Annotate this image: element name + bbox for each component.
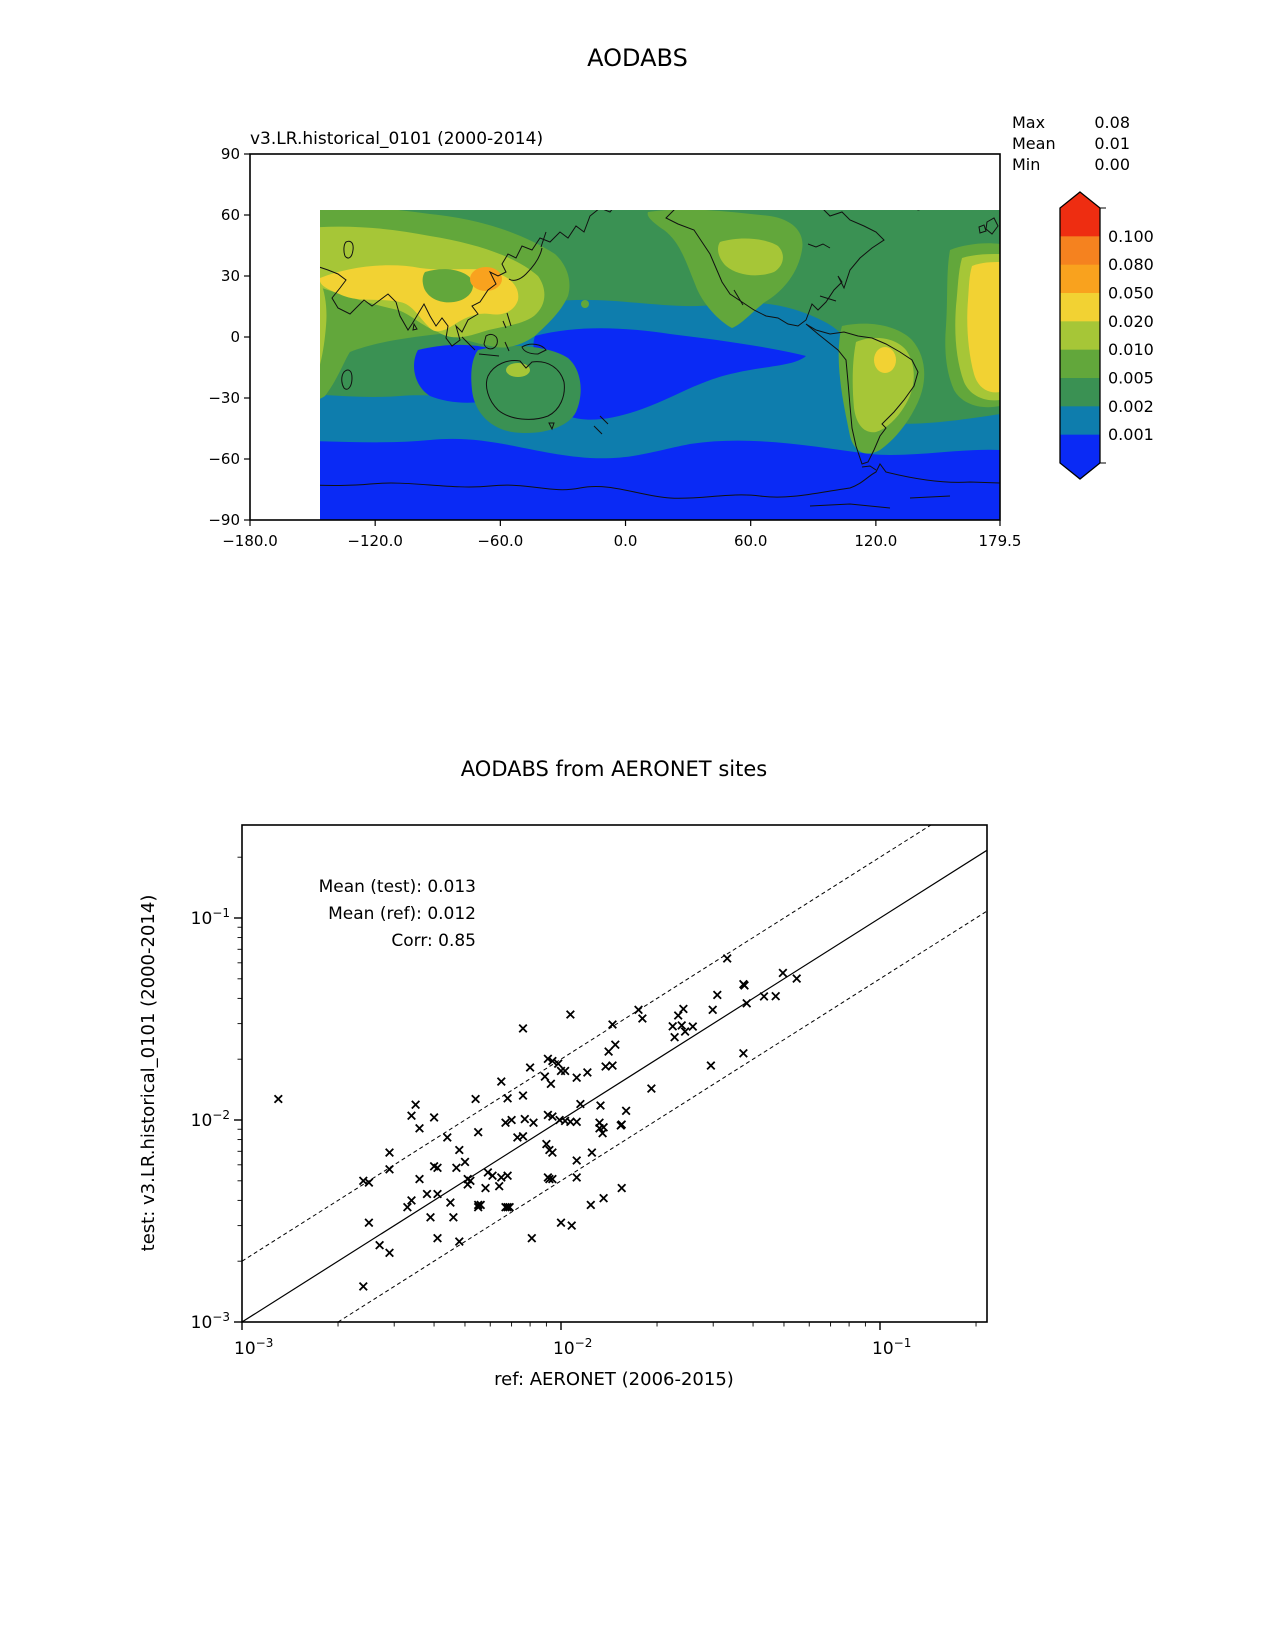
scatter-point [557,1219,565,1227]
scatter-point [456,1238,464,1246]
scatter-point [386,1149,394,1157]
scatter-point [434,1190,442,1198]
log-tick-label: $10^{-2}$ [190,1108,230,1131]
colorbar-band [1060,236,1100,265]
scatter-point [577,1100,585,1108]
map-y-tick-label: 30 [220,267,240,285]
scatter-point [600,1194,608,1202]
scatter-point [793,975,801,983]
scatter-point [528,1234,536,1242]
scatter-point [464,1181,472,1189]
colorbar-tick-label: 0.080 [1108,255,1154,275]
scatter-point [519,1092,527,1100]
stat-min-value: 0.00 [1094,155,1130,174]
scatter-point [605,1048,613,1056]
scatter-stats [319,877,476,951]
scatter-point [541,1073,549,1081]
scatter-point [635,1006,643,1014]
scatter-point [584,1069,592,1077]
colorbar-tick-label: 0.050 [1108,283,1154,303]
scatter-point [587,1201,595,1209]
colorbar [1060,192,1154,479]
scatter-point [671,1033,679,1041]
colorbar-band [1060,265,1100,294]
scatter-point [275,1095,283,1103]
colorbar-tick-label: 0.001 [1108,425,1154,445]
stat-max-label: Max [1012,113,1046,132]
map-y-tick-label: −60 [208,450,240,468]
map-y-tick-label: −90 [208,511,240,529]
scatter-point [760,993,768,1001]
scatter-point [447,1199,455,1207]
scatter-point [779,969,787,977]
scatter-point [669,1023,677,1031]
scatter-point [365,1219,373,1227]
scatter-point [573,1157,581,1165]
scatter-point [484,1169,492,1177]
scatter-points [275,955,801,1291]
stat-mean-label: Mean [1012,134,1056,153]
scatter-content [191,761,1129,1359]
scatter-point [450,1214,458,1222]
scatter-point [723,955,731,963]
scatter-point [489,1172,497,1180]
map-x-tick-label: 0.0 [613,532,638,550]
colorbar-band [1060,350,1100,379]
scatter-point [602,1063,610,1071]
scatter-point [772,992,780,1000]
colorbar-band [1060,293,1100,322]
map-title: v3.LR.historical_0101 (2000-2014) [250,129,544,149]
scatter-point [714,991,722,999]
scatter-point [567,1011,575,1019]
scatter-point [495,1182,503,1190]
scatter-point [526,1064,534,1072]
scatter-point [376,1241,384,1249]
scatter-point [609,1062,617,1070]
map-contour-field [250,154,1000,520]
colorbar-band [1060,208,1100,237]
scatter-point [430,1114,438,1122]
scatter-point [573,1118,581,1126]
colorbar-tick-label: 0.100 [1108,226,1154,246]
scatter-point [408,1112,416,1120]
scatter-point [416,1175,424,1183]
map-x-tick-label: 60.0 [733,532,768,550]
scatter-point [547,1080,555,1088]
scatter-point [568,1222,576,1230]
log-tick-label: $10^{-1}$ [872,1336,912,1359]
scatter-point [588,1149,596,1157]
scatter-point [573,1074,581,1082]
map-y-tick-label: −30 [208,389,240,407]
scatter-point [386,1249,394,1257]
x-axis-label: ref: AERONET (2006-2015) [494,1369,734,1390]
stat-mean-ref: Mean (ref): 0.012 [328,904,476,924]
map-y-tick-label: 0 [230,328,240,346]
scatter-point [680,1005,688,1013]
colorbar-panel [1000,98,1240,528]
scatter-point [597,1102,605,1110]
map-plot [180,98,1020,568]
map-field-layers [250,154,1000,520]
scatter-point [498,1078,506,1086]
scatter-point [427,1214,435,1222]
map-x-tick-label: −60.0 [477,532,524,550]
scatter-point [444,1134,452,1142]
scatter-point [689,1023,697,1031]
colorbar-band [1060,406,1100,435]
figure-title: AODABS [587,44,688,72]
colorbar-band [1060,435,1100,464]
scatter-point [707,1062,715,1070]
colorbar-band [1060,378,1100,407]
scatter-point [573,1174,581,1182]
scatter-point [530,1119,538,1127]
scatter-title: AODABS from AERONET sites [460,757,768,781]
scatter-point [740,1050,748,1058]
map-x-tick-label: 120.0 [854,532,898,550]
scatter-point [360,1283,368,1291]
map-y-tick-label: 60 [220,206,240,224]
scatter-point [498,1174,506,1182]
stat-mean-test: Mean (test): 0.013 [318,877,476,897]
colorbar-tick-label: 0.005 [1108,368,1154,388]
log-tick-label: $10^{-3}$ [234,1336,274,1359]
scatter-point [519,1025,527,1033]
stat-max-value: 0.08 [1094,113,1130,132]
scatter-point [408,1197,416,1205]
scatter-point [404,1203,412,1211]
stat-min-label: Min [1012,155,1041,174]
scatter-tick-labels [191,906,912,1359]
scatter-point [412,1101,420,1109]
scatter-point [472,1095,480,1103]
map-x-tick-label: 179.5 [978,532,1022,550]
stat-corr: Corr: 0.85 [391,931,476,951]
y-axis-label: test: v3.LR.historical_0101 (2000-2014) [138,894,159,1252]
scatter-plot [120,745,1030,1405]
scatter-point [461,1158,469,1166]
scatter-point [521,1115,529,1123]
map-x-tick-label: −180.0 [222,532,278,550]
colorbar-band [1060,321,1100,350]
log-tick-label: $10^{-1}$ [190,906,230,929]
scatter-point [612,1041,620,1049]
scatter-point [709,1006,717,1014]
scatter-point [622,1107,630,1115]
scatter-point [561,1067,569,1075]
scatter-point [639,1015,647,1023]
log-tick-label: $10^{-2}$ [553,1336,593,1359]
scatter-point [674,1012,682,1020]
scatter-point [504,1172,512,1180]
colorbar-tick-label: 0.020 [1108,311,1154,331]
colorbar-tick-label: 0.010 [1108,340,1154,360]
scatter-point [456,1146,464,1154]
scatter-point [648,1085,656,1093]
scatter-point [743,1000,751,1008]
scatter-point [474,1128,482,1136]
scatter-point [416,1125,424,1133]
scatter-point [482,1184,490,1192]
map-y-tick-label: 90 [220,145,240,163]
map-stats [1012,113,1130,174]
map-x-tick-label: −120.0 [347,532,403,550]
stat-mean-value: 0.01 [1094,134,1130,153]
scatter-point [618,1184,626,1192]
scatter-point [519,1133,527,1141]
scatter-point [504,1095,512,1103]
colorbar-tick-label: 0.002 [1108,396,1154,416]
log-tick-label: $10^{-3}$ [190,1310,230,1333]
scatter-point [453,1164,461,1172]
scatter-point [423,1190,431,1198]
reference-lines [242,761,1128,1322]
scatter-point [434,1234,442,1242]
